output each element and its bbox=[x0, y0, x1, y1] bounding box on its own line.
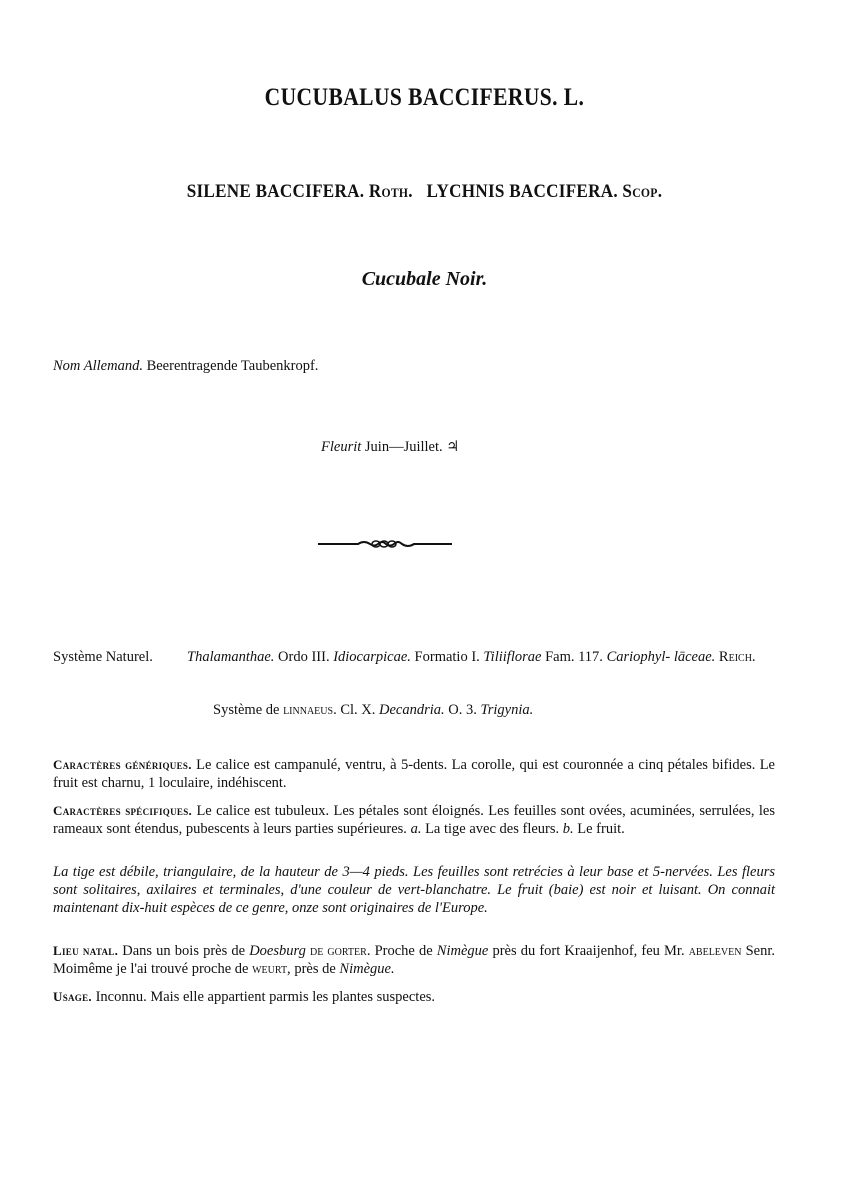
caracteres-specifiques bbox=[53, 802, 775, 838]
lieu-t4: Proche de bbox=[374, 943, 433, 959]
synonyms-line bbox=[42, 181, 806, 203]
linn-author: linnaeus. bbox=[283, 702, 337, 718]
synonym-silene: SILENE BACCIFERA. bbox=[186, 181, 365, 202]
figure-a-label: a. bbox=[410, 821, 422, 837]
lieu-nimegue-2: Nimègue. bbox=[339, 961, 395, 977]
systeme-naturel bbox=[53, 648, 775, 666]
linn-label: Système de bbox=[213, 702, 280, 718]
sys-ordo: Ordo III. bbox=[278, 649, 330, 665]
figure-b-text: Le fruit. bbox=[577, 821, 625, 837]
lieu-t1: Dans un bois près de bbox=[122, 943, 246, 959]
synonym-author-scop: Scop. bbox=[622, 181, 663, 202]
linn-decandria: Decandria. bbox=[379, 702, 445, 718]
flowering-label: Fleurit bbox=[321, 439, 362, 455]
ornamental-divider bbox=[318, 536, 452, 552]
sys-idiocarpicae: Idiocarpicae. bbox=[333, 649, 411, 665]
specifiques-label: Caractères spécifiques. bbox=[53, 803, 193, 818]
german-name-line bbox=[53, 358, 318, 375]
lieu-t8: Senr. Moimême je l'ai trouvé proche de bbox=[53, 943, 776, 977]
linn-trigynia: Trigynia. bbox=[480, 702, 534, 718]
usage-label: Usage. bbox=[53, 989, 92, 1004]
sys-thalamanthae: Thalamanthae. bbox=[187, 649, 275, 665]
usage bbox=[53, 988, 775, 1006]
page-title: CUCUBALUS BACCIFERUS. L. bbox=[264, 84, 585, 111]
description: La tige est débile, triangulaire, de la hauteur de 3—4 pieds. Les feuilles sont retrécies à leur base et 5-nervées. Les fleurs sont solitaires, axilaires et terminales, d'une couleur de vert-blanchatre. Le fruit (baie) est noir et luisant. On connait maintenant dix-huit espèces de ce genre, onze sont originaires de l'Europe. bbox=[53, 864, 775, 916]
usage-text: Inconnu. Mais elle appartient parmis les plantes suspectes. bbox=[95, 989, 436, 1005]
sys-reich: Reich. bbox=[718, 649, 756, 665]
sys-fam: Fam. 117. bbox=[545, 649, 603, 665]
linn-class: Cl. X. bbox=[340, 702, 376, 718]
synonym-author-roth: Roth. bbox=[368, 181, 413, 202]
specifiques-text: Le calice est tubuleux. Les pétales sont éloignés. Les feuilles sont ovées, acuminées, serrulées, les rameaux sont étendus, pubescents à leurs parties supérieures. bbox=[53, 803, 775, 837]
lieu-t6: près du fort Kraaijenhof, feu Mr. bbox=[492, 943, 685, 959]
systeme-linnaeus bbox=[213, 702, 533, 719]
generiques-text: Le calice est campanulé, ventru, à 5-dents. La corolle, qui est couronnée a cinq pétales bifides. Le fruit est charnu, 1 loculaire, indéhiscent. bbox=[53, 757, 775, 791]
lieu-doesburg: Doesburg bbox=[249, 943, 306, 959]
figure-b-label: b. bbox=[562, 821, 574, 837]
sys-laceae: lāceae. bbox=[673, 649, 716, 665]
flowering-line bbox=[321, 439, 459, 456]
lieu-abeleven: abeleven bbox=[688, 943, 742, 959]
perennial-symbol: ♃ bbox=[446, 439, 460, 455]
linn-order: O. 3. bbox=[448, 702, 477, 718]
german-name-label: Nom Allemand. bbox=[53, 358, 143, 374]
generiques-label: Caractères génériques. bbox=[53, 757, 192, 772]
lieu-nimegue-1: Nimègue bbox=[436, 943, 489, 959]
lieu-weurt: weurt, bbox=[252, 961, 291, 977]
lieu-t10: près de bbox=[294, 961, 336, 977]
figure-a-text: La tige avec des fleurs. bbox=[425, 821, 560, 837]
caracteres-generiques bbox=[53, 756, 775, 792]
synonym-lychnis: LYCHNIS BACCIFERA. bbox=[426, 181, 618, 202]
flowering-value: Juin—Juillet. bbox=[364, 439, 443, 455]
sys-tiliiflorae: Tiliiflorae bbox=[483, 649, 542, 665]
lieu-natal bbox=[53, 942, 775, 978]
lieu-label: Lieu natal. bbox=[53, 943, 119, 958]
systeme-naturel-label: Système Naturel. bbox=[53, 649, 153, 665]
sys-cariophyl: Cariophyl- bbox=[606, 649, 671, 665]
lieu-gorter: de gorter. bbox=[309, 943, 371, 959]
sys-formatio: Formatio I. bbox=[414, 649, 480, 665]
common-name: Cucubale Noir. bbox=[361, 268, 488, 290]
german-name-value: Beerentragende Taubenkropf. bbox=[146, 358, 319, 374]
